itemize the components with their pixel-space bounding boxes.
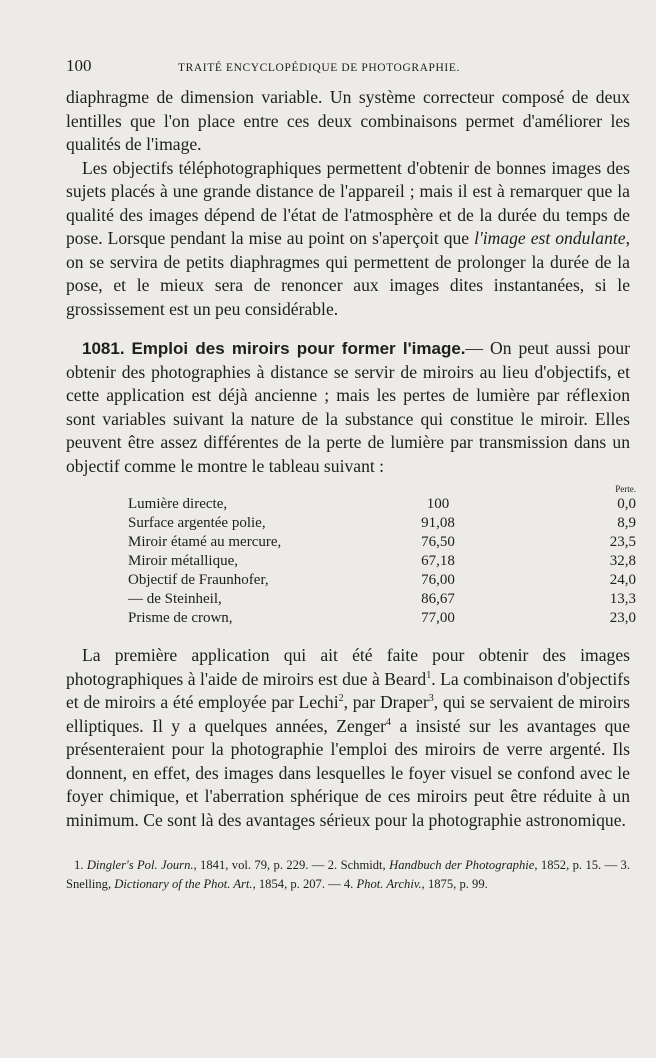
section-text: — On peut aussi pour obtenir des photographies à distance se servir de miroirs au lieu d'objectifs, et cette application est déjà ancienne ; mais les pertes de lumière par réflexion sont variables suivant la nature de la substance qui constitue le miroir. Elles peuvent être assez différentes de la perte de lumière par transmission dans un objectif comme le montre le tableau suivant : xyxy=(66,338,631,476)
row-value: 86,67 xyxy=(421,591,455,607)
italic-run: l'image est ondulante xyxy=(474,228,626,248)
row-loss: 32,8 xyxy=(609,553,636,569)
row-value: 67,18 xyxy=(421,553,455,569)
row-label: Objectif de Fraunhofer, xyxy=(128,572,269,588)
row-label: — de Steinheil, xyxy=(128,591,222,607)
text-run: Les objectifs téléphotographiques permettent d'obtenir de bonnes images des sujets placés à une grande distance de l'appareil ; mais il est à remarquer que la qualité des images dépend de l'état de l'atmosphère et de la durée du temps de pose. Lorsque pendant la mise au point on s'aperçoit que xyxy=(66,157,630,248)
row-value: 77,00 xyxy=(421,610,455,626)
footnotes xyxy=(66,856,630,894)
row-loss: 13,3 xyxy=(609,591,636,607)
footnote-text: , 1854, p. 207. — 4. xyxy=(252,877,357,891)
row-label: Surface argentée polie, xyxy=(128,515,266,531)
footnote-text: , 1852, p. 15. — 3. Snelling, xyxy=(66,858,630,891)
footnote-title: Phot. Archiv. xyxy=(356,877,422,891)
table-row xyxy=(128,514,638,533)
section-title: Emploi des miroirs pour former l'image. xyxy=(131,339,466,358)
row-loss: 24,0 xyxy=(609,572,636,588)
section-1081 xyxy=(66,337,630,478)
text-run: , on se servira de petits diaphragmes qui permettent de prolonger la durée de la pose, et le mieux sera de renoncer aux images dites instantanées, si le grossissement est un peu considérable. xyxy=(66,228,630,319)
text-run: , par Draper xyxy=(343,692,429,712)
table-row xyxy=(128,495,638,514)
text-run: , qui se servaient de miroirs elliptiques. Il y a quelques années, Zenger xyxy=(66,692,631,736)
paragraph-continuation: diaphragme de dimension variable. Un système correcteur composé de deux lentilles que l'on place entre ces deux combinaisons permet d'améliorer les qualités de l'image. xyxy=(66,87,630,154)
paragraph-mirrors xyxy=(66,644,630,832)
page-header xyxy=(66,56,630,76)
footnote-title: Dingler's Pol. Journ. xyxy=(86,858,194,872)
row-loss: 23,5 xyxy=(609,534,636,550)
table-row xyxy=(128,571,638,590)
row-value: 76,50 xyxy=(421,534,455,550)
footnote-title: Dictionary of the Phot. Art. xyxy=(114,877,253,891)
row-loss: 23,0 xyxy=(609,610,636,626)
text-run: La première application qui ait été faite pour obtenir des images photographiques à l'aide de miroirs est due à Beard xyxy=(66,645,630,689)
table-row xyxy=(128,552,638,571)
row-label: Miroir métallique, xyxy=(128,553,238,569)
section-number: 1081. xyxy=(82,339,125,358)
footnote-ref: 2 xyxy=(338,693,344,705)
table-header-loss: Perte. xyxy=(615,484,636,494)
footnote-text: 1. xyxy=(74,858,87,872)
row-label: Lumière directe, xyxy=(128,496,228,512)
page-number: 100 xyxy=(66,56,92,75)
row-loss: 8,9 xyxy=(617,515,636,531)
footnote-ref: 3 xyxy=(428,693,434,705)
text-run: a insisté sur les avantages que présenteraient pour la photographie l'emploi des miroirs de verre argenté. Ils donnent, en effet, des images dans lesquelles le foyer visuel se confond avec le foyer chimique, et l'aberration sphérique de ces miroirs peut être réduite à un minimum. Ce sont là des avantages sérieux pour la photographie astronomique. xyxy=(66,715,630,830)
row-label: Miroir étamé au mercure, xyxy=(128,534,282,550)
footnote-text: , 1875, p. 99. xyxy=(421,877,488,891)
table-row xyxy=(128,533,638,552)
footnote-ref: 1 xyxy=(426,669,432,681)
text-run: . La combinaison d'objectifs et de miroirs a été employée par Lechi xyxy=(66,668,630,712)
row-value: 76,00 xyxy=(421,572,455,588)
table-row xyxy=(128,609,638,628)
footnote-text: , 1841, vol. 79, p. 229. — 2. Schmidt, xyxy=(193,858,390,872)
row-label: Prisme de crown, xyxy=(128,610,233,626)
table-row xyxy=(128,590,638,609)
loss-table xyxy=(128,484,638,628)
footnote-ref: 4 xyxy=(386,716,392,728)
row-value: 100 xyxy=(426,496,450,512)
paragraph-telephoto xyxy=(66,157,630,322)
row-loss: 0,0 xyxy=(617,496,636,512)
footnote-title: Handbuch der Photographie xyxy=(389,858,535,872)
row-value: 91,08 xyxy=(421,515,455,531)
running-head: TRAITÉ ENCYCLOPÉDIQUE DE PHOTOGRAPHIE. xyxy=(178,62,460,74)
